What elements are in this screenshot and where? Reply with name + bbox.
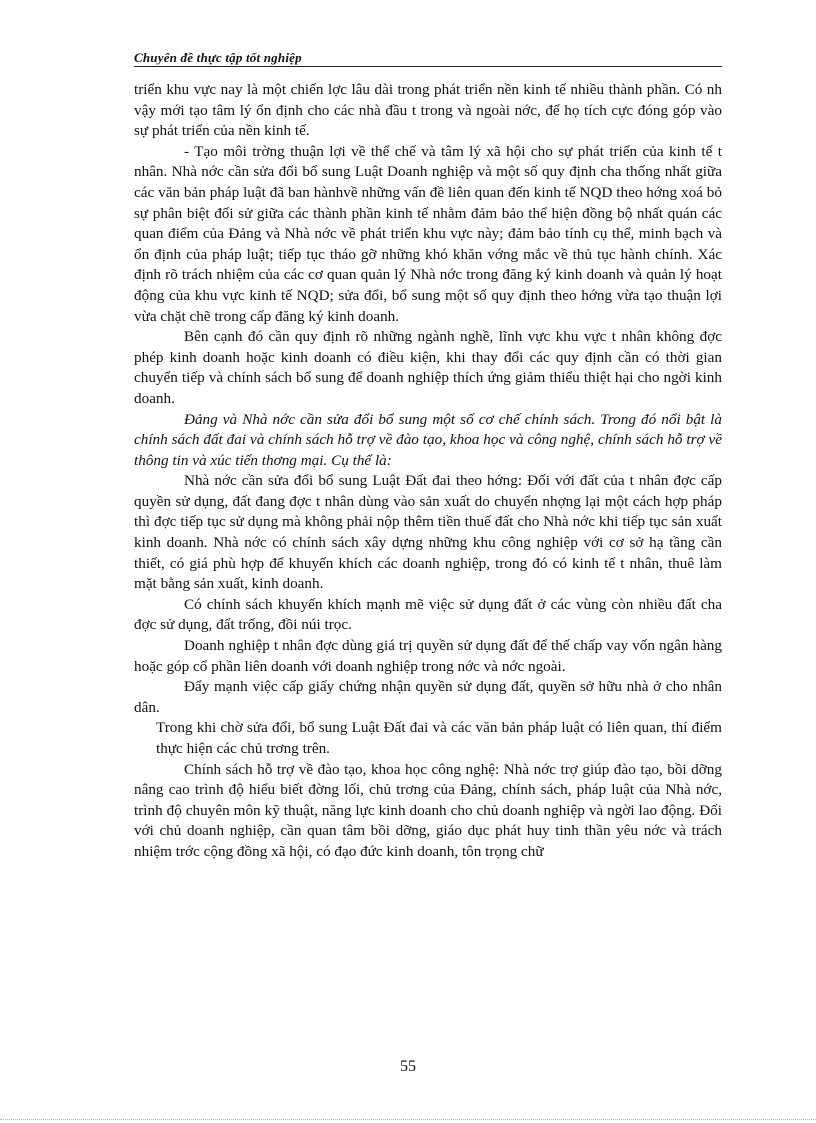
paragraph-5: Nhà nớc cần sửa đổi bổ sung Luật Đất đai theo hớng: Đối với đất của t nhân đợc cấp quyền sử dụng, đất đang đợc t nhân dùng vào sản xuất do chuyển nhợng lại một cách hợp pháp thì đợc tiếp tục sử dụng mà không phải nộp thêm tiền thuế đất cho Nhà nớc khi tiếp tục sản xuất kinh doanh. Nhà nớc có chính sách xây dựng những khu công nghiệp với cơ sở hạ tầng cần thiết, có giá phù hợp để khuyến khích các doanh nghiệp, trong đó có kinh tế t nhân, thuê làm mặt bằng sản xuất, kinh doanh. — [134, 472, 722, 593]
paragraph-1: triển khu vực nay là một chiến lợc lâu dài trong phát triển nền kinh tế nhiều thành phần. Có nh vậy mới tạo tâm lý ổn định cho các nhà đầu t trong và ngoài nớc, để họ tích cực đóng góp vào sự phát triển của nền kinh tế. — [134, 81, 722, 140]
page-number: 55 — [400, 1058, 416, 1075]
paragraph-9: Trong khi chờ sửa đổi, bổ sung Luật Đất đai và các văn bản pháp luật có liên quan, thí điểm thực hiện các chủ trơng trên. — [156, 719, 722, 757]
paragraph-2: - Tạo môi trờng thuận lợi về thể chế và tâm lý xã hội cho sự phát triển của kinh tế t nhân. Nhà nớc cần sửa đổi bổ sung Luật Doanh nghiệp và một số quy định cha thống nhất giữa các văn bản pháp luật đã ban hànhvề những vấn đề liên quan đến kinh tế NQD theo hớng xoá bỏ sự phân biệt đối sử giữa các thành phần kinh tế nhằm đảm bảo thể hiện đồng bộ nhất quán các quan điểm của Đảng và Nhà nớc về phát triển khu vực này; đảm bảo tính cụ thể, minh bạch và ổn định của pháp luật; tiếp tục tháo gỡ những khó khăn vớng mắc về thủ tục hành chính. Xác định rõ trách nhiệm của các cơ quan quản lý Nhà nớc trong đăng ký kinh doanh và quản lý hoạt động của khu vực kinh tế NQD; sửa đổi, bổ sung một số quy định theo hớng vừa tạo thuận lợi vừa chặt chẽ trong cấp đăng ký kinh doanh. — [134, 142, 722, 325]
paragraph-6: Có chính sách khuyến khích mạnh mẽ việc sử dụng đất ở các vùng còn nhiều đất cha đợc sử dụng, đất trống, đồi núi trọc. — [134, 595, 722, 634]
paragraph-10: Chính sách hỗ trợ về đào tạo, khoa học công nghệ: Nhà nớc trợ giúp đào tạo, bồi dỡng nâng cao trình độ hiểu biết đờng lối, chủ trơng của Đảng, chính sách, pháp luật của Nhà nớc, trình độ chuyên môn kỹ thuật, năng lực kinh doanh cho chủ doanh nghiệp và ngời lao động. Đối với chủ doanh nghiệp, cần quan tâm bồi dỡng, giáo dục phát huy tinh thần yêu nớc và trách nhiệm trớc cộng đồng xã hội, có đạo đức kinh doanh, tôn trọng chữ — [134, 760, 722, 860]
document-body — [134, 80, 722, 863]
paragraph-3: Bên cạnh đó cần quy định rõ những ngành nghề, lĩnh vực khu vực t nhân không đợc phép kinh doanh hoặc kinh doanh có điều kiện, khi thay đổi các quy định cần có thời gian chuyển tiếp và chính sách bổ sung để doanh nghiệp thích ứng giảm thiểu thiệt hại cho ngời kinh doanh. — [134, 328, 722, 407]
paragraph-7: Doanh nghiệp t nhân đợc dùng giá trị quyền sử dụng đất để thế chấp vay vốn ngân hàng hoặc góp cổ phần liên doanh với doanh nghiệp trong nớc và nớc ngoài. — [134, 637, 722, 675]
header-divider — [134, 66, 722, 67]
paragraph-8: Đẩy mạnh việc cấp giấy chứng nhận quyền sử dụng đất, quyền sở hữu nhà ở cho nhân dân. — [134, 678, 722, 716]
page-header-title: Chuyên đề thực tập tốt nghiệp — [134, 50, 302, 65]
footer-divider — [0, 1119, 816, 1120]
paragraph-4: Đảng và Nhà nớc cần sửa đổi bổ sung một số cơ chế chính sách. Trong đó nổi bật là chính sách đất đai và chính sách hỗ trợ về đào tạo, khoa học và công nghệ, chính sách hỗ trợ về thông tin và xúc tiến thơng mại. Cụ thể là: — [134, 410, 722, 469]
